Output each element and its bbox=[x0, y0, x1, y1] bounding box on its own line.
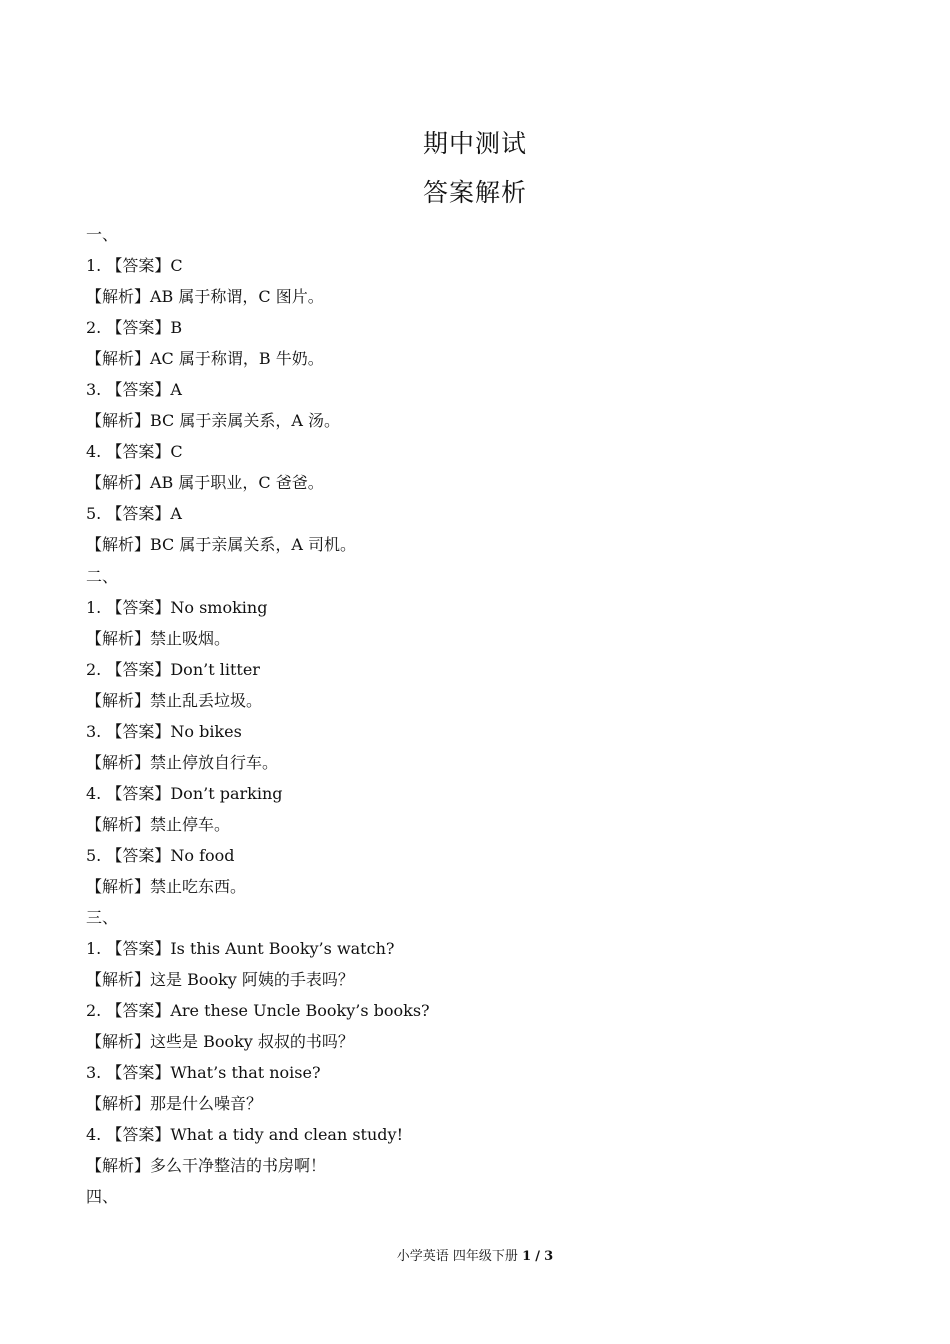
answer-line: 1. 【答案】No smoking bbox=[86, 597, 268, 617]
explanation-line: 【解析】禁止乱丢垃圾。 bbox=[86, 690, 263, 710]
answer-line: 5. 【答案】A bbox=[86, 504, 182, 524]
page-footer bbox=[0, 1245, 950, 1264]
explanation-line: 【解析】禁止停车。 bbox=[86, 814, 231, 834]
explanation-line: 【解析】AB 属于职业，C 爸爸。 bbox=[86, 473, 324, 493]
explanation-line: 【解析】禁止吃东西。 bbox=[86, 876, 247, 896]
explanation-line: 【解析】BC 属于亲属关系，A 汤。 bbox=[86, 411, 341, 431]
document-title: 期中测试 bbox=[422, 129, 527, 158]
section-heading: 四、 bbox=[86, 1187, 119, 1207]
explanation-line: 【解析】多么干净整洁的书房啊！ bbox=[86, 1156, 327, 1176]
answer-line: 3. 【答案】What’s that noise? bbox=[86, 1063, 321, 1083]
explanation-line: 【解析】AC 属于称谓，B 牛奶。 bbox=[86, 349, 324, 369]
explanation-line: 【解析】这些是 Booky 叔叔的书吗？ bbox=[86, 1032, 354, 1052]
explanation-line: 【解析】这是 Booky 阿姨的手表吗？ bbox=[86, 970, 354, 990]
answer-line: 4. 【答案】What a tidy and clean study! bbox=[86, 1125, 404, 1145]
answer-line: 1. 【答案】C bbox=[86, 256, 183, 276]
document-subtitle: 答案解析 bbox=[422, 178, 527, 207]
answer-line: 4. 【答案】Don’t parking bbox=[86, 783, 283, 803]
footer-text: 小学英语 四年级下册 bbox=[396, 1249, 518, 1264]
answer-line: 2. 【答案】Are these Uncle Booky’s books? bbox=[86, 1001, 430, 1021]
answer-line: 3. 【答案】A bbox=[86, 380, 182, 400]
answer-line: 3. 【答案】No bikes bbox=[86, 721, 242, 741]
answer-line: 2. 【答案】B bbox=[86, 318, 183, 338]
section-heading: 一、 bbox=[86, 225, 119, 244]
section-heading: 二、 bbox=[86, 566, 119, 586]
section-heading: 三、 bbox=[86, 908, 119, 928]
page-total: 3 bbox=[544, 1249, 554, 1264]
explanation-line: 【解析】那是什么噪音？ bbox=[86, 1094, 263, 1114]
page-separator: / bbox=[535, 1249, 541, 1264]
explanation-line: 【解析】禁止停放自行车。 bbox=[86, 752, 279, 772]
explanation-line: 【解析】禁止吸烟。 bbox=[86, 628, 231, 648]
answer-line: 2. 【答案】Don’t litter bbox=[86, 659, 260, 679]
explanation-line: 【解析】AB 属于称谓，C 图片。 bbox=[86, 287, 324, 307]
answer-line: 4. 【答案】C bbox=[86, 442, 183, 462]
explanation-line: 【解析】BC 属于亲属关系，A 司机。 bbox=[86, 535, 357, 555]
answer-line: 1. 【答案】Is this Aunt Booky’s watch? bbox=[86, 939, 395, 959]
answer-line: 5. 【答案】No food bbox=[86, 845, 235, 865]
answer-list bbox=[86, 219, 886, 1213]
page-number: 1 bbox=[522, 1249, 532, 1264]
